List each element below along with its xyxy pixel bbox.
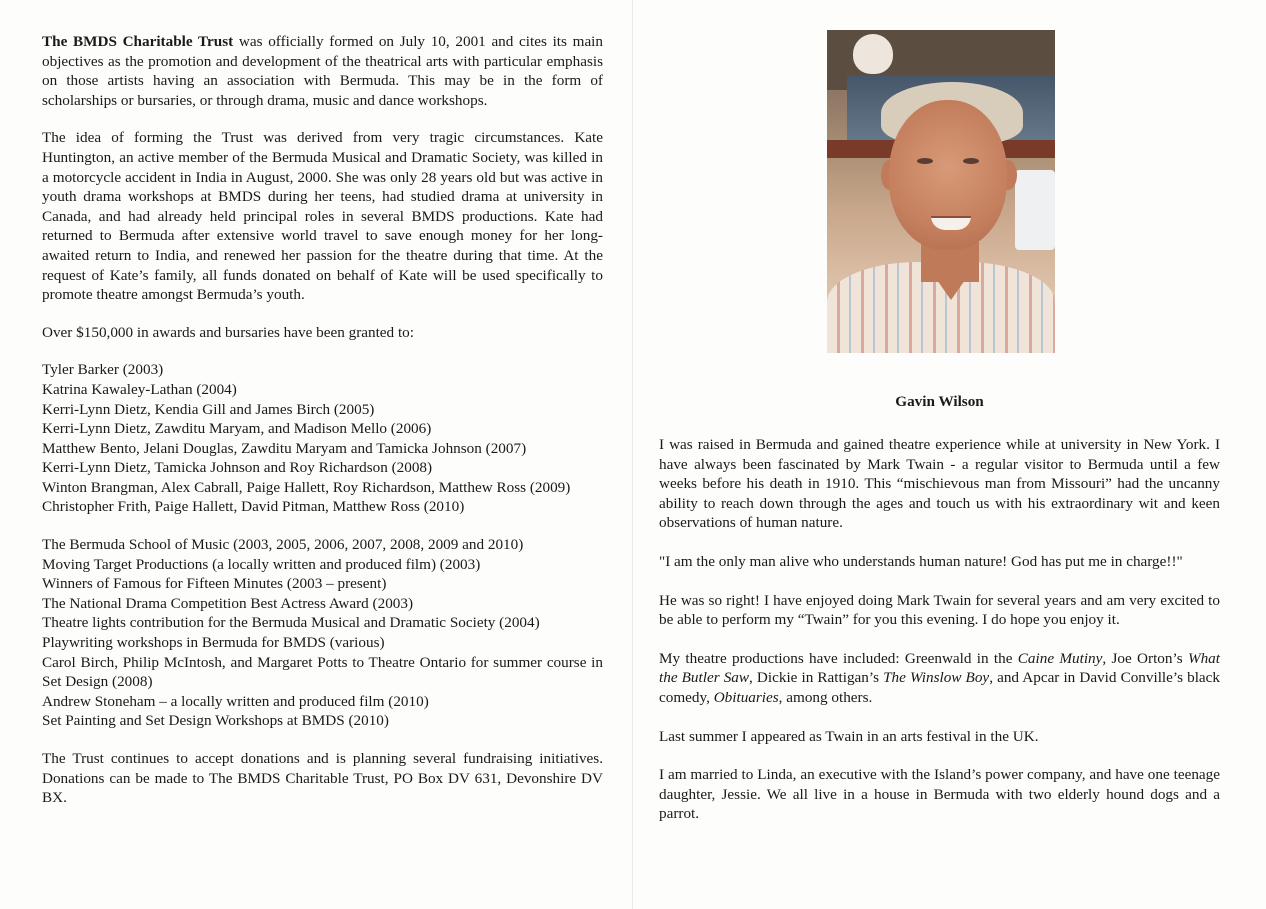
bio-paragraph: I am married to Linda, an executive with the Island’s power company, and have one teenage daughter, Jessie. We all live in a house in Bermuda with two elderly hound dogs and a parrot. bbox=[659, 766, 1220, 823]
title-obituaries: Obituaries bbox=[713, 688, 779, 706]
recipient-item: Winton Brangman, Alex Cabrall, Paige Hallett, Roy Richardson, Matthew Ross (2009) bbox=[42, 478, 571, 496]
biography bbox=[659, 435, 1220, 824]
organisation-item: Playwriting workshops in Bermuda for BMDS (various) bbox=[42, 634, 385, 652]
intro-text: was officially formed on July 10, 2001 and cites its main objectives as the promotion and development of the theatrical arts with particular emphasis on those artists having an association with Bermuda. This may be in the form of scholarships or bursaries, or through drama, music and dance workshops. bbox=[42, 33, 603, 109]
organisation-item: Carol Birch, Philip McIntosh, and Margaret Potts to Theatre Ontario for summer course in Set Design (2008) bbox=[42, 653, 603, 691]
bio-paragraph: He was so right! I have enjoyed doing Mark Twain for several years and am very excited to be able to perform my “Twain” for you this evening. I do hope you enjoy it. bbox=[659, 591, 1220, 629]
title-caine-mutiny: Caine Mutiny bbox=[1017, 649, 1103, 667]
right-page bbox=[633, 0, 1266, 909]
recipient-item: Kerri-Lynn Dietz, Zawditu Maryam, and Madison Mello (2006) bbox=[42, 420, 432, 438]
organisation-list bbox=[42, 535, 603, 731]
closing-paragraph: The Trust continues to accept donations and is planning several fundraising initiatives. Donations can be made to The BMDS Charitable Trust, PO Box DV 631, Devonshire DV BX. bbox=[42, 750, 603, 807]
organisation-item: Moving Target Productions (a locally written and produced film) (2003) bbox=[42, 555, 481, 573]
intro-paragraph bbox=[42, 32, 603, 110]
recipient-item: Matthew Bento, Jelani Douglas, Zawditu Maryam and Tamicka Johnson (2007) bbox=[42, 439, 527, 457]
recipient-item: Kerri-Lynn Dietz, Tamicka Johnson and Roy Richardson (2008) bbox=[42, 459, 433, 477]
bio-paragraph: Last summer I appeared as Twain in an arts festival in the UK. bbox=[659, 727, 1039, 745]
organisation-item: Andrew Stoneham – a locally written and produced film (2010) bbox=[42, 692, 429, 710]
portrait-photo bbox=[827, 30, 1055, 353]
awards-intro: Over $150,000 in awards and bursaries have been granted to: bbox=[42, 323, 414, 341]
history-paragraph: The idea of forming the Trust was derived from very tragic circumstances. Kate Huntington, an active member of the Bermuda Musical and Dramatic Society, was killed in a motorcycle accident in India in August, 2000. She was only 28 years old but was active in youth drama workshops at BMDS during her teens, had studied drama at university in Canada, and had already held principal roles in several BMDS productions. Kate had returned to Bermuda after extensive world travel to save enough money for her long-awaited return to India, and renewed her passion for the theatre during that time. At the request of Kate’s family, all funds donated on behalf of Kate will be used specifically to promote theatre amongst Bermuda’s youth. bbox=[42, 129, 603, 304]
recipient-item: Tyler Barker (2003) bbox=[42, 361, 164, 379]
recipient-item: Katrina Kawaley-Lathan (2004) bbox=[42, 380, 237, 398]
organisation-item: Set Painting and Set Design Workshops at BMDS (2010) bbox=[42, 712, 389, 730]
organisation-item: Winners of Famous for Fifteen Minutes (2003 – present) bbox=[42, 575, 387, 593]
recipient-item: Christopher Frith, Paige Hallett, David Pitman, Matthew Ross (2010) bbox=[42, 498, 465, 516]
title-winslow-boy: The Winslow Boy bbox=[883, 669, 990, 687]
organisation-item: The Bermuda School of Music (2003, 2005, 2006, 2007, 2008, 2009 and 2010) bbox=[42, 536, 524, 554]
recipient-item: Kerri-Lynn Dietz, Kendia Gill and James Birch (2005) bbox=[42, 400, 375, 418]
organisation-item: Theatre lights contribution for the Bermuda Musical and Dramatic Society (2004) bbox=[42, 614, 540, 632]
trust-name: The BMDS Charitable Trust bbox=[42, 33, 234, 50]
recipient-list bbox=[42, 360, 603, 517]
bio-paragraph: I was raised in Bermuda and gained theatre experience while at university in New York. I have always been fascinated by Mark Twain - a regular visitor to Bermuda until a few weeks before his death in 1910. This “mischievous man from Missouri” had the uncanny ability to reach down through the ages and touch us with his extraordinary wit and keen observations of human nature. bbox=[659, 436, 1220, 532]
organisation-item: The National Drama Competition Best Actress Award (2003) bbox=[42, 594, 414, 612]
productions-paragraph: My theatre productions have included: Greenwald in the Caine Mutiny, Joe Orton’s What the Butler Saw, Dickie in Rattigan’s The Winslow Boy, and Apcar in David Conville’s black comedy, Obituaries, among others. bbox=[659, 649, 1221, 706]
twain-quote: "I am the only man alive who understands human nature! God has put me in charge!!" bbox=[659, 552, 1183, 570]
title-butler-saw: What the Butler Saw bbox=[659, 649, 1220, 687]
portrait-caption: Gavin Wilson bbox=[895, 393, 984, 410]
